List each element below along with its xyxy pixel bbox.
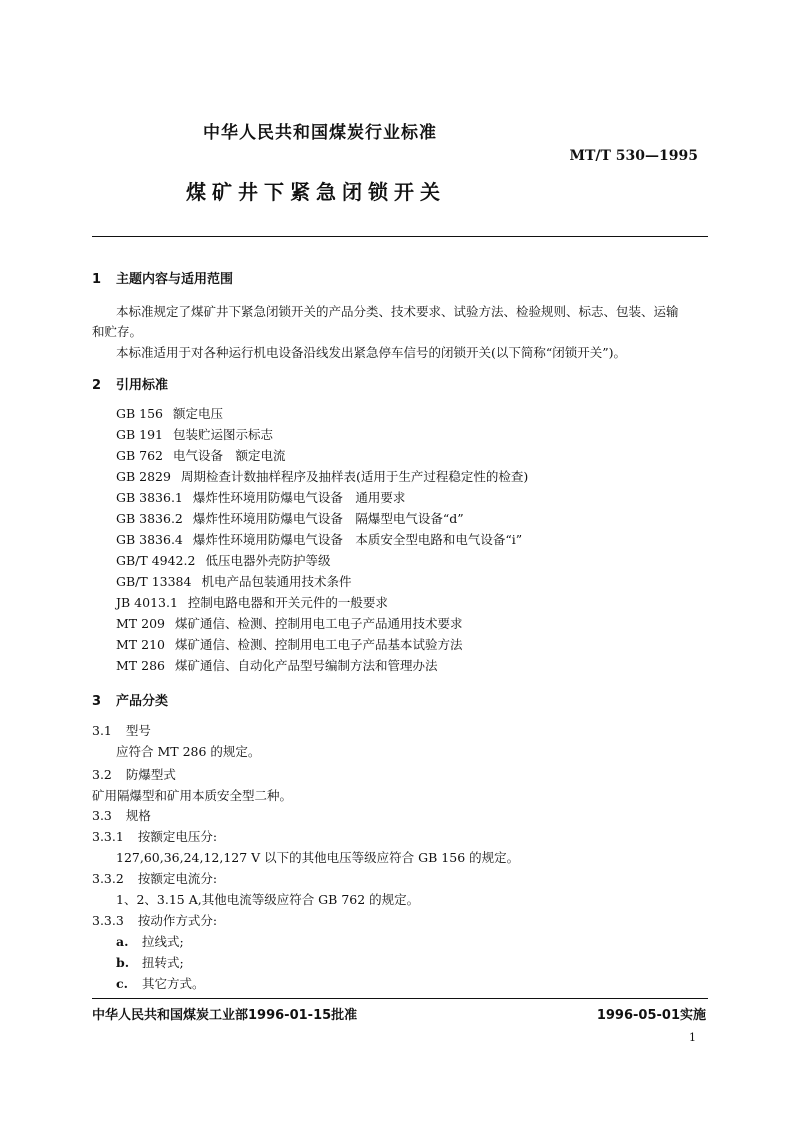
reference-item [116, 488, 405, 506]
approval-statement: 中华人民共和国煤炭工业部1996-01-15批准 [92, 1008, 358, 1023]
reference-item [116, 509, 464, 527]
reference-code: GB/T 13384 [116, 574, 192, 589]
reference-code: GB/T 4942.2 [116, 553, 196, 568]
list-item-text: 其它方式。 [142, 976, 205, 991]
reference-title: 周期检查计数抽样程序及抽样表(适用于生产过程稳定性的检查) [180, 469, 529, 484]
subsection-title: 按额定电压分: [137, 829, 218, 844]
reference-item [116, 614, 462, 632]
reference-title: 煤矿通信、自动化产品型号编制方法和管理办法 [174, 658, 438, 673]
subsection-number: 3.3.3 [92, 913, 124, 928]
section-1-paragraph-1-line-2: 和贮存。 [92, 324, 143, 339]
page-number: 1 [689, 1031, 696, 1044]
subsection-number: 3.3.2 [92, 871, 124, 886]
section-1-paragraph-2: 本标准适用于对各种运行机电设备沿线发出紧急停车信号的闭锁开关(以下简称“闭锁开关”)。 [116, 345, 627, 360]
section-number: 2 [92, 378, 102, 393]
reference-item [116, 635, 462, 653]
reference-code: MT 210 [116, 637, 165, 652]
subsection-3-3-1-body: 127,60,36,24,12,127 V 以下的其他电压等级应符合 GB 156 的规定。 [116, 850, 520, 865]
reference-title: 低压电器外壳防护等级 [205, 553, 331, 568]
section-2-heading [92, 374, 168, 393]
reference-code: GB 191 [116, 427, 164, 442]
section-1-heading [92, 268, 233, 287]
reference-title: 煤矿通信、检测、控制用电工电子产品通用技术要求 [174, 616, 463, 631]
subsection-number: 3.2 [92, 767, 112, 782]
reference-code: GB 762 [116, 448, 164, 463]
reference-item [116, 551, 330, 569]
list-item [116, 974, 205, 992]
reference-title: 包装贮运图示标志 [173, 427, 274, 442]
reference-item [116, 530, 522, 548]
subsection-3-2-body: 矿用隔爆型和矿用本质安全型二种。 [92, 788, 293, 803]
reference-title: 爆炸性环境用防爆电气设备 通用要求 [192, 490, 406, 505]
section-title: 主题内容与适用范围 [116, 272, 234, 287]
list-marker: a. [116, 934, 129, 949]
reference-item [116, 593, 388, 611]
subsection-number: 3.1 [92, 723, 112, 738]
list-item-text: 扭转式; [142, 955, 184, 970]
reference-item [116, 425, 273, 443]
list-item [116, 932, 184, 950]
standard-code: MT/T 530—1995 [569, 148, 698, 164]
list-item-text: 拉线式; [142, 934, 184, 949]
subsection-3-3-heading [92, 806, 151, 824]
subsection-number: 3.3.1 [92, 829, 124, 844]
subsection-title: 防爆型式 [125, 767, 176, 782]
subsection-3-3-3-heading [92, 911, 217, 929]
issuing-authority: 中华人民共和国煤炭行业标准 [203, 123, 437, 143]
subsection-title: 按动作方式分: [137, 913, 218, 928]
reference-code: GB 2829 [116, 469, 171, 484]
section-title: 引用标准 [116, 378, 169, 393]
reference-title: 爆炸性环境用防爆电气设备 隔爆型电气设备“d” [192, 511, 464, 526]
subsection-title: 按额定电流分: [137, 871, 218, 886]
list-marker: b. [116, 955, 130, 970]
effective-date: 1996-05-01实施 [596, 1008, 706, 1023]
reference-item [116, 467, 528, 485]
section-3-heading [92, 690, 168, 709]
subsection-title: 规格 [125, 808, 151, 823]
subsection-3-1-body: 应符合 MT 286 的规定。 [116, 744, 261, 759]
section-number: 1 [92, 272, 102, 287]
reference-title: 控制电路电器和开关元件的一般要求 [187, 595, 388, 610]
reference-code: MT 209 [116, 616, 165, 631]
subsection-3-3-2-body: 1、2、3.15 A,其他电流等级应符合 GB 762 的规定。 [116, 892, 420, 907]
subsection-title: 型号 [125, 723, 151, 738]
reference-title: 爆炸性环境用防爆电气设备 本质安全型电路和电气设备“i” [192, 532, 523, 547]
subsection-3-3-1-heading [92, 827, 217, 845]
section-number: 3 [92, 694, 102, 709]
reference-title: 电气设备 额定电流 [173, 448, 286, 463]
document-title: 煤矿井下紧急闭锁开关 [186, 180, 446, 204]
footer-rule [92, 998, 708, 999]
subsection-number: 3.3 [92, 808, 112, 823]
reference-title: 煤矿通信、检测、控制用电工电子产品基本试验方法 [174, 637, 463, 652]
reference-code: GB 156 [116, 406, 164, 421]
subsection-3-1-heading [92, 721, 151, 739]
reference-title: 机电产品包装通用技术条件 [201, 574, 352, 589]
reference-code: GB 3836.1 [116, 490, 183, 505]
subsection-3-2-heading [92, 765, 176, 783]
reference-code: GB 3836.2 [116, 511, 183, 526]
section-1-paragraph-1-line-1: 本标准规定了煤矿井下紧急闭锁开关的产品分类、技术要求、试验方法、检验规则、标志、包装、运输 [116, 304, 679, 319]
reference-title: 额定电压 [173, 406, 224, 421]
header-rule [92, 236, 708, 237]
subsection-3-3-2-heading [92, 869, 217, 887]
reference-code: MT 286 [116, 658, 165, 673]
reference-item [116, 446, 286, 464]
section-title: 产品分类 [116, 694, 169, 709]
reference-item [116, 404, 223, 422]
reference-item [116, 572, 351, 590]
reference-item [116, 656, 437, 674]
reference-code: GB 3836.4 [116, 532, 183, 547]
list-item [116, 953, 184, 971]
list-marker: c. [116, 976, 128, 991]
reference-code: JB 4013.1 [116, 595, 178, 610]
